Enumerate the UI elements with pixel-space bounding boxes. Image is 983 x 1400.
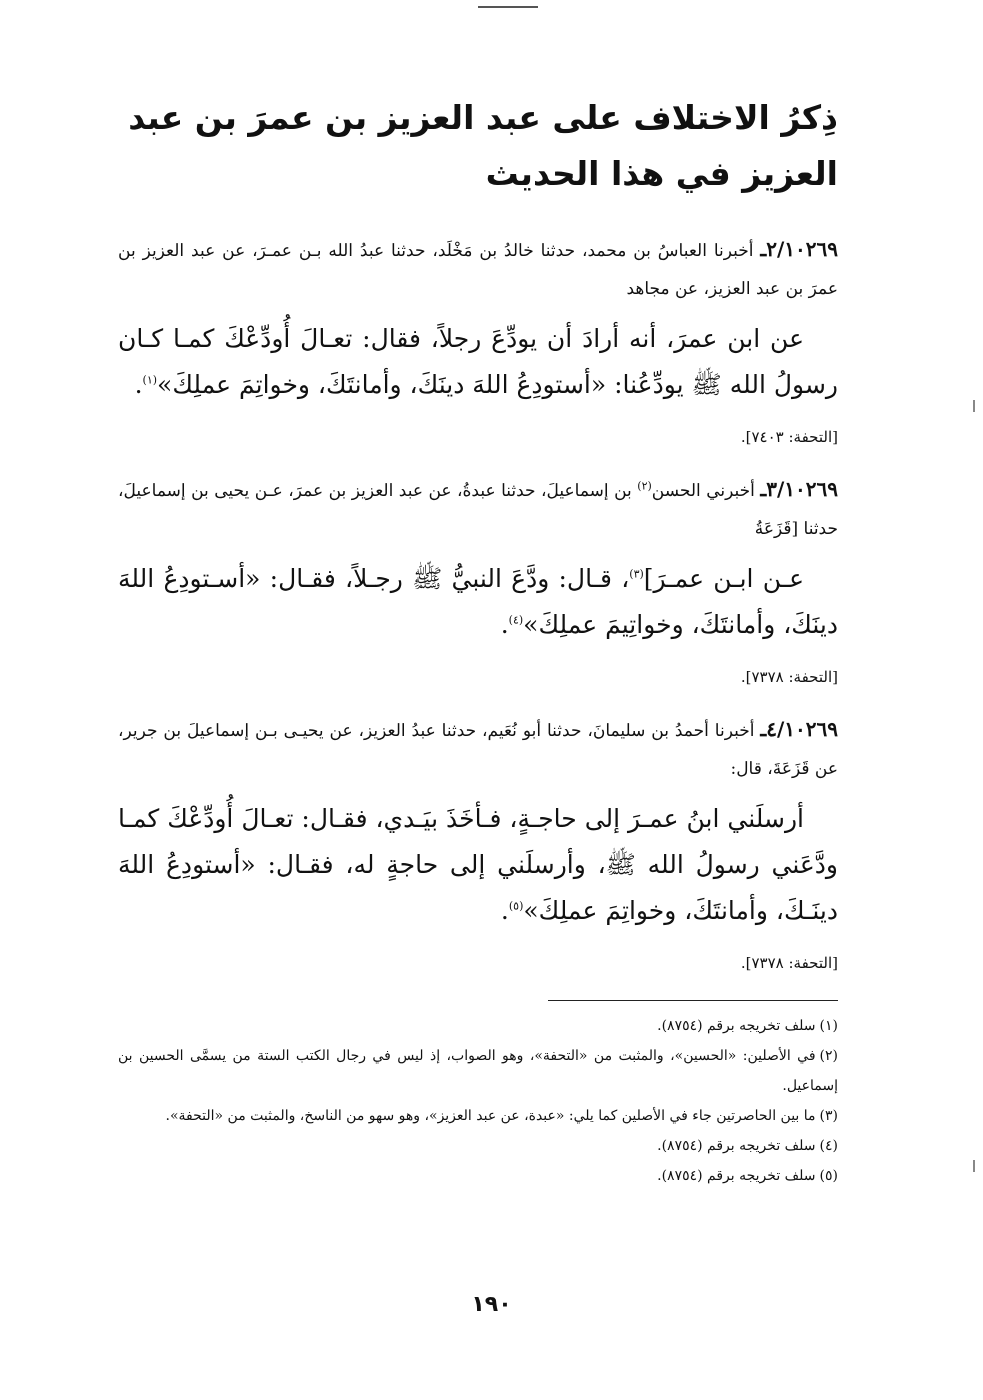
footnotes [118,1011,838,1191]
footnote-text: في الأصلين: «الحسين»، والمثبت من «التحفة»، وهو الصواب، إذ ليس في رجال الكتب الستة من يسمَّى الحسين بن إسماعيل. [118,1048,838,1094]
tuhfa-reference: [التحفة: ٧٣٧٨]. [740,954,838,972]
matn-text: عـن ابـن عمـرَ]$^{(٣)}$، قـال: ودَّعَ النبيُّ ﷺ رجـلاً، فقـال: «أسـتودِعُ اللهَ دينَكَ، وأمانتَكَ، وخواتِيمَ عملِكَ»$^{(٤)}$. [118,564,838,639]
matn-body: أرسلَني ابنُ عمـرَ إلى حاجـةٍ، فـأخَذَ بيَـدي، فقـال: تعـالَ أُودِّعْكَ كمـا ودَّعَني رسولُ الله ﷺ، وأرسلَني إلى حاجةٍ له، فقـال: «أستودِعُ اللهَ دينَـكَ، وأمانتَكَ، وخواتِمَ عملِكَ» [118,804,838,925]
page-body [118,90,838,1191]
footnote [118,1101,838,1131]
footnote-marker: (٢) [637,479,652,493]
isnad-text: أخبرنا العباسُ بن محمد، حدثنا خالدُ بن مَخْلَد، حدثنا عبدُ الله بـن عمـرَ، عن عبد العزيز بن عمرَ بن عبد العزيز، عن مجاهد [118,241,838,299]
margin-mark [973,1160,975,1172]
footnote-marker: (٣) [629,567,644,581]
footnote [118,1131,838,1161]
isnad-chain [118,710,838,788]
footnote-number: (٥) [819,1168,838,1184]
section-title: ذِكرُ الاختلاف على عبد العزيز بن عمرَ بن عبد العزيز في هذا الحديث [128,98,838,193]
margin-mark [973,400,975,412]
footnote-number: (١) [819,1018,838,1034]
matn-body: عـن ابـن عمـرَ] [643,564,804,593]
footnote-number: (٣) [819,1108,838,1124]
isnad-text: أخبرني الحسن [651,481,755,501]
footnote-divider [548,1000,838,1001]
hadith-entry [118,710,838,978]
matn-text: عن ابن عمرَ، أنه أرادَ أن يودِّعَ رجلاً، فقال: تعـالَ أُودِّعْكَ كمـا كـان رسولُ الله ﷺ يودِّعُنا: «أستودِعُ اللهَ دينَكَ، وأمانتَكَ، وخواتِمَ عملِكَ»$^{(١)}$. [118,324,838,399]
footnote-text: ما بين الحاصرتين جاء في الأصلين كما يلي: «عبدة، عن عبد العزيز»، وهو سهو من الناسخ، والمثبت من «التحفة». [165,1108,816,1124]
footnote [118,1041,838,1101]
footnote [118,1011,838,1041]
matn-text: أرسلَني ابنُ عمـرَ إلى حاجـةٍ، فـأخَذَ بيَـدي، فقـال: تعـالَ أُودِّعْكَ كمـا ودَّعَني رسولُ الله ﷺ، وأرسلَني إلى حاجةٍ له، فقـال: «أستودِعُ اللهَ دينَـكَ، وأمانتَكَ، وخواتِمَ عملِكَ»$^{(٥)}$. [118,804,838,925]
isnad-chain [118,230,838,308]
top-scan-rule [478,6,538,8]
footnote-text: سلف تخريجه برقم (٨٧٥٤). [657,1168,816,1184]
footnote [118,1161,838,1191]
footnote-marker: (٥) [508,899,524,913]
isnad-chain [118,470,838,548]
matn-body: عن ابن عمرَ، أنه أرادَ أن يودِّعَ رجلاً، فقال: تعـالَ أُودِّعْكَ كمـا كـان رسولُ الله ﷺ يودِّعُنا: «أستودِعُ اللهَ دينَكَ، وأمانتَكَ، وخواتِمَ عملِكَ» [118,324,838,399]
footnote-number: (٤) [819,1138,838,1154]
isnad-text: أخبرنا أحمدُ بن سليمانَ، حدثنا أبو نُعَيم، حدثنا عبدُ العزيز، عن يحيـى بـن إسماعيلَ بن جرير، عن قَزَعَةَ، قال: [118,721,838,779]
tuhfa-reference: [التحفة: ٧٣٧٨]. [740,668,838,686]
hadith-number: ٤/١٠٢٦٩ـ [760,717,838,741]
footnote-number: (٢) [819,1048,838,1064]
footnote-marker: (٤) [508,613,524,627]
tuhfa-reference: [التحفة: ٧٤٠٣]. [740,428,838,446]
footnote-marker: (١) [142,373,158,387]
footnote-text: سلف تخريجه برقم (٨٧٥٤). [657,1018,816,1034]
isnad-text: بن إسماعيلَ، حدثنا عبدةُ، عن عبد العزيز بن عمرَ، عـن يحيى بن إسماعيلَ، حدثنا [قَزَعَةُ [118,481,838,539]
footnote-text: سلف تخريجه برقم (٨٧٥٤). [657,1138,816,1154]
hadith-number: ٣/١٠٢٦٩ـ [760,477,839,501]
page-number: ١٩٠ [471,1292,512,1317]
matn-body: ، قـال: ودَّعَ النبيُّ ﷺ رجـلاً، فقـال: «أسـتودِعُ اللهَ دينَكَ، وأمانتَكَ، وخواتِيمَ عملِكَ» [118,564,838,639]
hadith-entry [118,230,838,452]
hadith-entry [118,470,838,692]
hadith-number: ٢/١٠٢٦٩ـ [760,237,838,261]
